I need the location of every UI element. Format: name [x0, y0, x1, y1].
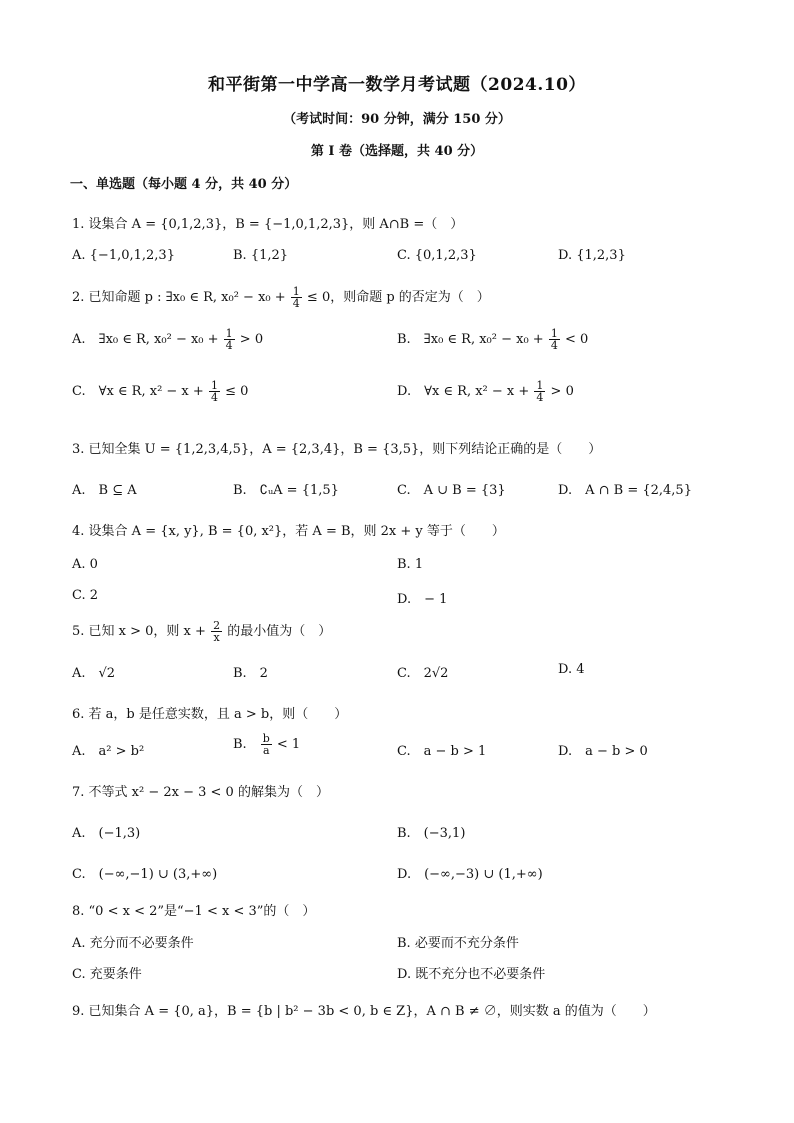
question-3-option-a: A. B ⊆ A	[72, 483, 137, 498]
question-8-stem: 8. “0 < x < 2”是“−1 < x < 3”的（ ）	[72, 904, 316, 919]
question-3-stem: 3. 已知全集 U = {1,2,3,4,5}，A = {2,3,4}，B = {3,5}，则下列结论正确的是（ ）	[72, 442, 602, 457]
page-title: 和平街第一中学高一数学月考试题（2024.10）	[208, 75, 586, 95]
option-label: B.	[233, 737, 247, 752]
option-text: D. ∀x ∈ R, x² − x +	[397, 384, 534, 399]
question-4-stem: 4. 设集合 A = {x, y}, B = {0, x²}，若 A = B，则 2x + y 等于（ ）	[72, 524, 505, 539]
volume-heading: 第 I 卷（选择题，共 40 分）	[310, 144, 484, 159]
question-3-option-c: C. A ∪ B = {3}	[397, 483, 506, 498]
question-3-option-d: D. A ∩ B = {2,4,5}	[558, 483, 692, 498]
question-6-option-a: A. a² > b²	[72, 744, 145, 759]
question-6-option-c: C. a − b > 1	[397, 744, 487, 759]
question-2-option-a	[72, 328, 263, 351]
question-1-option-a: A. {−1,0,1,2,3}	[72, 248, 175, 263]
exam-info: （考试时间：90 分钟，满分 150 分）	[283, 112, 511, 127]
question-6-stem: 6. 若 a，b 是任意实数，且 a > b，则（ ）	[72, 707, 348, 722]
option-text: < 0	[560, 332, 589, 347]
question-5-option-b: B. 2	[233, 666, 268, 681]
fraction-numerator: 1	[210, 379, 218, 392]
question-8-option-b: B. 必要而不充分条件	[397, 936, 519, 951]
question-5-option-a: A. √2	[72, 666, 116, 681]
question-1-option-b: B. {1,2}	[233, 248, 289, 263]
question-7-stem: 7. 不等式 x² − 2x − 3 < 0 的解集为（ ）	[72, 785, 329, 800]
question-9-stem: 9. 已知集合 A = {0, a}，B = {b | b² − 3b < 0, b ∈ Z}，A ∩ B ≠ ∅，则实数 a 的值为（ ）	[72, 1004, 656, 1019]
fraction	[534, 380, 545, 403]
fraction-denominator: x	[213, 631, 220, 644]
question-8-option-a: A. 充分而不必要条件	[72, 936, 194, 951]
fraction-denominator: 4	[210, 391, 218, 404]
question-8-option-d: D. 既不充分也不必要条件	[397, 967, 546, 982]
fraction	[549, 328, 560, 351]
fraction	[209, 380, 220, 403]
option-text: A. ∃x₀ ∈ R, x₀² − x₀ +	[72, 332, 223, 347]
question-8-option-c: C. 充要条件	[72, 967, 142, 982]
question-5-stem	[72, 620, 331, 643]
section-heading: 一、单选题（每小题 4 分，共 40 分）	[70, 177, 298, 192]
fraction-denominator: 4	[536, 391, 544, 404]
question-7-option-c: C. (−∞,−1) ∪ (3,+∞)	[72, 867, 218, 882]
fraction-numerator: 1	[225, 327, 233, 340]
fraction	[211, 620, 222, 643]
question-1-stem: 1. 设集合 A = {0,1,2,3}，B = {−1,0,1,2,3}，则 A∩B =（ ）	[72, 217, 464, 232]
question-7-option-d: D. (−∞,−3) ∪ (1,+∞)	[397, 867, 543, 882]
fraction	[224, 328, 235, 351]
fraction	[291, 286, 302, 309]
question-5-option-c: C. 2√2	[397, 666, 449, 681]
option-text: < 1	[272, 737, 301, 752]
question-4-option-c: C. 2	[72, 588, 99, 603]
question-1-option-d: D. {1,2,3}	[558, 248, 626, 263]
question-2-option-b	[397, 328, 588, 351]
question-1-option-c: C. {0,1,2,3}	[397, 248, 477, 263]
option-text: > 0	[235, 332, 264, 347]
question-5-option-d: D. 4	[558, 662, 585, 677]
fraction-numerator: 1	[292, 285, 300, 298]
question-2-stem-suffix: ≤ 0，则命题 p 的否定为（ ）	[302, 290, 490, 305]
question-6-option-d: D. a − b > 0	[558, 744, 648, 759]
fraction-numerator: 1	[536, 379, 544, 392]
fraction-denominator: 4	[292, 297, 300, 310]
question-3-option-b: B. ∁ᵤA = {1,5}	[233, 483, 339, 498]
question-2-option-c	[72, 380, 248, 403]
fraction	[261, 733, 272, 756]
fraction-denominator: 4	[550, 339, 558, 352]
question-6-option-b	[233, 733, 300, 756]
question-4-option-a: A. 0	[72, 557, 98, 572]
option-text: B. ∃x₀ ∈ R, x₀² − x₀ +	[397, 332, 548, 347]
question-2-stem-prefix: 2. 已知命题 p : ∃x₀ ∈ R, x₀² − x₀ +	[72, 290, 290, 305]
question-2-option-d	[397, 380, 574, 403]
fraction-denominator: 4	[225, 339, 233, 352]
question-5-stem-prefix: 5. 已知 x > 0，则 x +	[72, 624, 211, 639]
question-4-option-b: B. 1	[397, 557, 424, 572]
option-text: ≤ 0	[220, 384, 249, 399]
fraction-numerator: b	[262, 732, 270, 745]
fraction-numerator: 2	[213, 619, 221, 632]
fraction-numerator: 1	[550, 327, 558, 340]
question-7-option-b: B. (−3,1)	[397, 826, 466, 841]
option-text: > 0	[546, 384, 574, 399]
question-5-stem-suffix: 的最小值为（ ）	[223, 624, 332, 639]
option-text: C. ∀x ∈ R, x² − x +	[72, 384, 208, 399]
question-2-stem	[72, 286, 490, 309]
fraction-denominator: a	[262, 744, 270, 757]
question-4-option-d: D. − 1	[397, 592, 448, 607]
question-7-option-a: A. (−1,3)	[72, 826, 141, 841]
